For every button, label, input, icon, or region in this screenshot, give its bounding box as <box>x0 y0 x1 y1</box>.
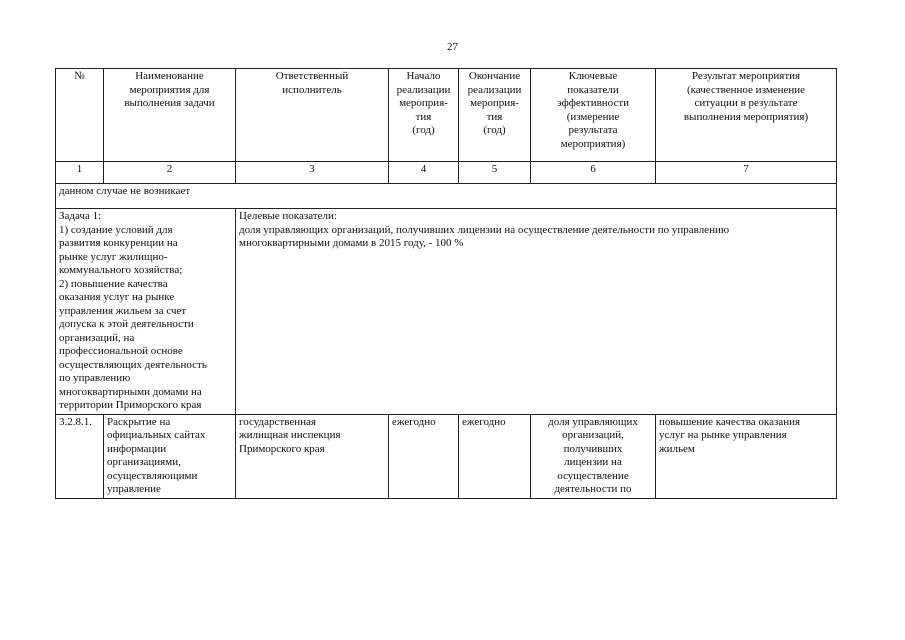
text-line: жильем <box>659 442 695 455</box>
text-line: Результат мероприятия <box>691 70 801 82</box>
header-row <box>56 69 837 162</box>
text-line: (измерение <box>566 110 620 123</box>
text-line: профессиональной основе <box>59 345 183 357</box>
text-line: лицензии на <box>564 456 622 468</box>
text-line: (качественное изменение <box>686 83 806 96</box>
column-number: 2 <box>104 162 236 184</box>
text-line: Приморского края <box>239 442 325 455</box>
text-line: мероприятия для <box>129 83 210 96</box>
text-line: по управлению <box>59 372 131 384</box>
row-end: ежегодно <box>459 414 531 498</box>
text-line: 1) создание условий для <box>59 223 173 236</box>
text-line: реализации <box>396 83 451 96</box>
text-line: выполнения мероприятия) <box>683 110 809 123</box>
continuation-row <box>56 184 837 209</box>
text-line: государственная <box>239 415 316 428</box>
text-line: официальных сайтах <box>107 429 206 441</box>
header-kpi <box>531 69 656 162</box>
text-line: развития конкуренции на <box>59 237 178 249</box>
text-line: эффективности <box>556 97 630 109</box>
text-line: организаций, <box>562 429 624 441</box>
header-executor <box>236 69 389 162</box>
text-line: осуществление <box>557 469 629 482</box>
text-line: мероприя- <box>399 97 448 109</box>
text-line: информации <box>107 442 167 455</box>
text-line: тия <box>415 110 432 123</box>
text-line: исполнитель <box>282 83 342 96</box>
text-line: Задача 1: <box>59 210 102 222</box>
text-line: 2) повышение качества <box>59 277 168 290</box>
text-line: рынке услуг жилищно- <box>59 250 168 263</box>
row-start: ежегодно <box>389 414 459 498</box>
text-line: осуществляющих деятельность <box>59 358 207 371</box>
text-line: осуществляющими <box>107 469 198 482</box>
text-line: допуска к этой деятельности <box>59 318 194 330</box>
table-row <box>56 414 837 498</box>
text-line: Наименование <box>135 70 204 82</box>
text-line: ситуации в результате <box>694 97 798 109</box>
text-line: многоквартирными домами в 2015 году, - 100 % <box>239 237 464 249</box>
column-number-row <box>56 162 837 184</box>
page-number: 27 <box>447 41 458 53</box>
task-row <box>56 209 837 415</box>
row-kpi <box>531 414 656 498</box>
row-number: 3.2.8.1. <box>56 414 104 498</box>
text-line: коммунального хозяйства; <box>59 264 183 276</box>
text-line: Раскрытие на <box>107 415 171 428</box>
text-line: Начало <box>406 70 441 82</box>
text-line: Ответственный <box>275 70 349 82</box>
text-line: результата <box>568 124 618 136</box>
text-line: доля управляющих <box>548 415 638 428</box>
text-line: мероприятия) <box>560 137 626 150</box>
continuation-text: данном случае не возникает <box>56 184 837 209</box>
text-line: организациями, <box>107 456 181 468</box>
header-number <box>56 69 104 162</box>
column-number: 7 <box>656 162 837 184</box>
row-result <box>656 414 837 498</box>
text-line: управления жильем за счет <box>59 304 187 317</box>
target-indicators <box>236 209 837 415</box>
column-number: 1 <box>56 162 104 184</box>
text-line: территории Приморского края <box>59 399 202 411</box>
row-measure-name <box>104 414 236 498</box>
column-number: 3 <box>236 162 389 184</box>
text-line: выполнения задачи <box>124 97 215 109</box>
text-line: тия <box>486 110 503 123</box>
indicators-text <box>239 224 833 251</box>
column-number: 6 <box>531 162 656 184</box>
text-line: Окончание <box>468 70 521 82</box>
task-description <box>56 209 236 415</box>
text-line: получивших <box>563 442 623 455</box>
text-line: повышение качества оказания <box>659 415 801 428</box>
text-line: деятельности по <box>554 483 632 495</box>
header-end <box>459 69 531 162</box>
column-number: 4 <box>389 162 459 184</box>
text-line: Ключевые <box>568 70 618 82</box>
text-line: (год) <box>483 124 506 136</box>
text-line: мероприя- <box>470 97 519 109</box>
text-line: организаций, на <box>59 331 135 344</box>
header-start <box>389 69 459 162</box>
text-line: реализации <box>467 83 522 96</box>
text-line: показатели <box>567 83 619 96</box>
row-executor <box>236 414 389 498</box>
column-number: 5 <box>459 162 531 184</box>
header-result <box>656 69 837 162</box>
measures-table <box>55 68 837 499</box>
header-measure-name <box>104 69 236 162</box>
text-line: оказания услуг на рынке <box>59 291 175 303</box>
text-line: доля управляющих организаций, получивших лицензии на осуществление деятельности по управлению <box>239 223 730 236</box>
indicators-title: Целевые показатели: <box>239 210 337 222</box>
text-line: услуг на рынке управления <box>659 429 787 441</box>
text-line: № <box>74 70 85 82</box>
text-line: жилищная инспекция <box>239 429 341 441</box>
text-line: многоквартирными домами на <box>59 385 202 398</box>
text-line: управление <box>107 483 161 495</box>
text-line: (год) <box>412 124 435 136</box>
